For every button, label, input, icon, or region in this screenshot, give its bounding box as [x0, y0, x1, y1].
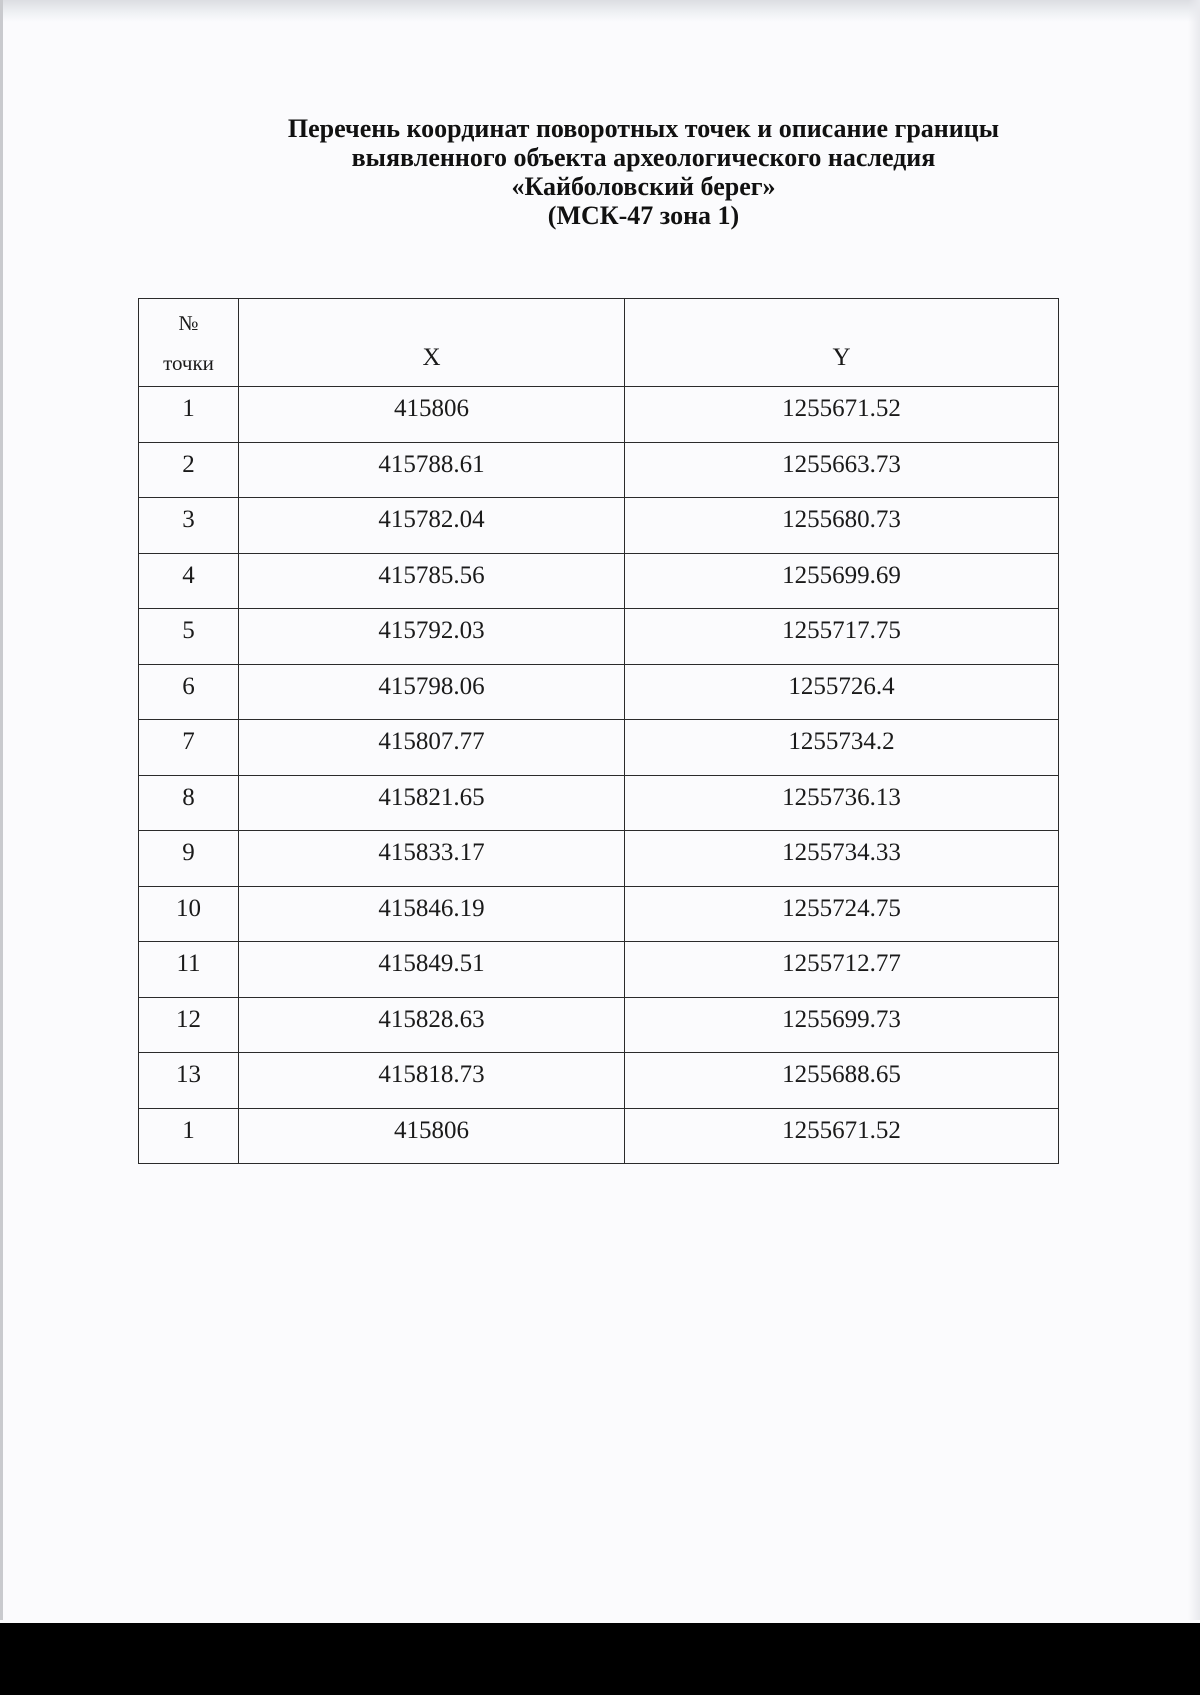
- table-row: [139, 942, 1059, 998]
- cell-x: 415785.56: [239, 553, 625, 609]
- cell-x: 415788.61: [239, 442, 625, 498]
- number-sign: №: [178, 310, 199, 335]
- cell-point-number: 4: [139, 553, 239, 609]
- cell-x: 415828.63: [239, 997, 625, 1053]
- cell-point-number: 9: [139, 831, 239, 887]
- cell-point-number: 3: [139, 498, 239, 554]
- cell-y: 1255724.75: [625, 886, 1059, 942]
- table-row: [139, 387, 1059, 443]
- cell-point-number: 5: [139, 609, 239, 665]
- title-line-2: выявленного объекта археологического наследия: [351, 143, 936, 172]
- scan-edge-top: [0, 0, 1200, 22]
- cell-point-number: 2: [139, 442, 239, 498]
- cell-point-number: 6: [139, 664, 239, 720]
- cell-point-number: 10: [139, 886, 239, 942]
- table-row: [139, 831, 1059, 887]
- cell-y: 1255734.33: [625, 831, 1059, 887]
- cell-point-number: 1: [139, 1108, 239, 1164]
- cell-point-number: 8: [139, 775, 239, 831]
- cell-x: 415807.77: [239, 720, 625, 776]
- header-y: Y: [625, 299, 1059, 387]
- cell-y: 1255663.73: [625, 442, 1059, 498]
- cell-y: 1255712.77: [625, 942, 1059, 998]
- cell-x: 415846.19: [239, 886, 625, 942]
- table-header-row: [139, 299, 1059, 387]
- cell-y: 1255699.69: [625, 553, 1059, 609]
- table-row: [139, 664, 1059, 720]
- cell-y: 1255699.73: [625, 997, 1059, 1053]
- table-row: [139, 720, 1059, 776]
- cell-point-number: 13: [139, 1053, 239, 1109]
- title-line-3: «Кайболовский берег»: [511, 172, 776, 201]
- coordinates-table: [138, 298, 1059, 1164]
- cell-point-number: 1: [139, 387, 239, 443]
- table-row: [139, 997, 1059, 1053]
- cell-y: 1255688.65: [625, 1053, 1059, 1109]
- cell-y: 1255734.2: [625, 720, 1059, 776]
- cell-y: 1255671.52: [625, 387, 1059, 443]
- cell-x: 415821.65: [239, 775, 625, 831]
- header-x: X: [239, 299, 625, 387]
- cell-x: 415806: [239, 387, 625, 443]
- cell-x: 415849.51: [239, 942, 625, 998]
- cell-x: 415792.03: [239, 609, 625, 665]
- cell-point-number: 11: [139, 942, 239, 998]
- cell-x: 415782.04: [239, 498, 625, 554]
- cell-x: 415798.06: [239, 664, 625, 720]
- table-body: [139, 387, 1059, 1164]
- table-row: [139, 1053, 1059, 1109]
- table-row: [139, 498, 1059, 554]
- cell-point-number: 12: [139, 997, 239, 1053]
- point-word: точки: [163, 350, 214, 375]
- title-line-4: (МСК-47 зона 1): [547, 201, 740, 230]
- cell-y: 1255736.13: [625, 775, 1059, 831]
- table-row: [139, 609, 1059, 665]
- cell-y: 1255671.52: [625, 1108, 1059, 1164]
- cell-x: 415833.17: [239, 831, 625, 887]
- table-row: [139, 553, 1059, 609]
- table-row: [139, 775, 1059, 831]
- header-point-number: [139, 299, 239, 387]
- scan-edge-left: [0, 0, 3, 1620]
- cell-point-number: 7: [139, 720, 239, 776]
- cell-x: 415818.73: [239, 1053, 625, 1109]
- table-row: [139, 442, 1059, 498]
- table-row: [139, 1108, 1059, 1164]
- cell-y: 1255726.4: [625, 664, 1059, 720]
- title-line-1: Перечень координат поворотных точек и описание границы: [287, 114, 1000, 143]
- scan-bottom-border: [0, 1623, 1200, 1695]
- scan-edge-right: [1188, 0, 1200, 1620]
- cell-y: 1255680.73: [625, 498, 1059, 554]
- table-row: [139, 886, 1059, 942]
- document-title: [0, 114, 1200, 230]
- cell-x: 415806: [239, 1108, 625, 1164]
- cell-y: 1255717.75: [625, 609, 1059, 665]
